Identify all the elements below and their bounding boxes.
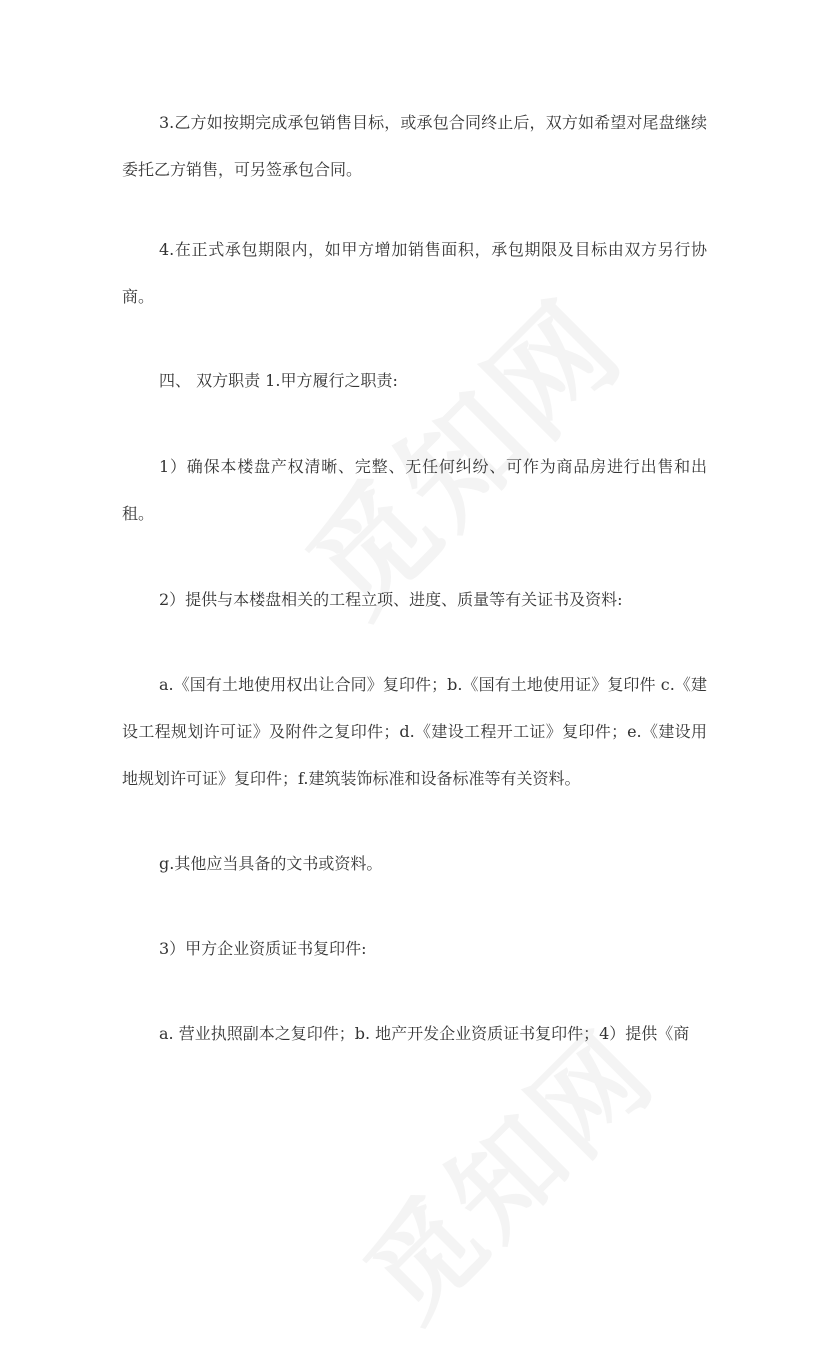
- paragraph-duty-1: 1）确保本楼盘产权清晰、完整、无任何纠纷、可作为商品房进行出售和出租。: [122, 457, 707, 523]
- paragraph-document-list: a.《国有土地使用权出让合同》复印件；b.《国有土地使用证》复印件 c.《建设工程规划许可证》及附件之复印件；d.《建设工程开工证》复印件；e.《建设用地规划许可证》复印件；f.建筑装饰标准和设备标准等有关资料。: [122, 675, 707, 788]
- paragraph-duty-2: 2）提供与本楼盘相关的工程立项、进度、质量等有关证书及资料:: [159, 590, 623, 609]
- paragraph-license-list: a. 营业执照副本之复印件；b. 地产开发企业资质证书复印件；4）提供《商: [159, 1024, 690, 1043]
- section-heading-duties: 四、 双方职责 1.甲方履行之职责:: [159, 371, 398, 390]
- paragraph-other-documents: g.其他应当具备的文书或资料。: [159, 854, 383, 873]
- paragraph-clause-4: 4.在正式承包期限内，如甲方增加销售面积，承包期限及目标由双方另行协商。: [122, 240, 707, 306]
- paragraph-clause-3: 3.乙方如按期完成承包销售目标，或承包合同终止后，双方如希望对尾盘继续委托乙方销售，可另签承包合同。: [122, 113, 707, 179]
- paragraph-duty-3: 3）甲方企业资质证书复印件:: [159, 939, 367, 958]
